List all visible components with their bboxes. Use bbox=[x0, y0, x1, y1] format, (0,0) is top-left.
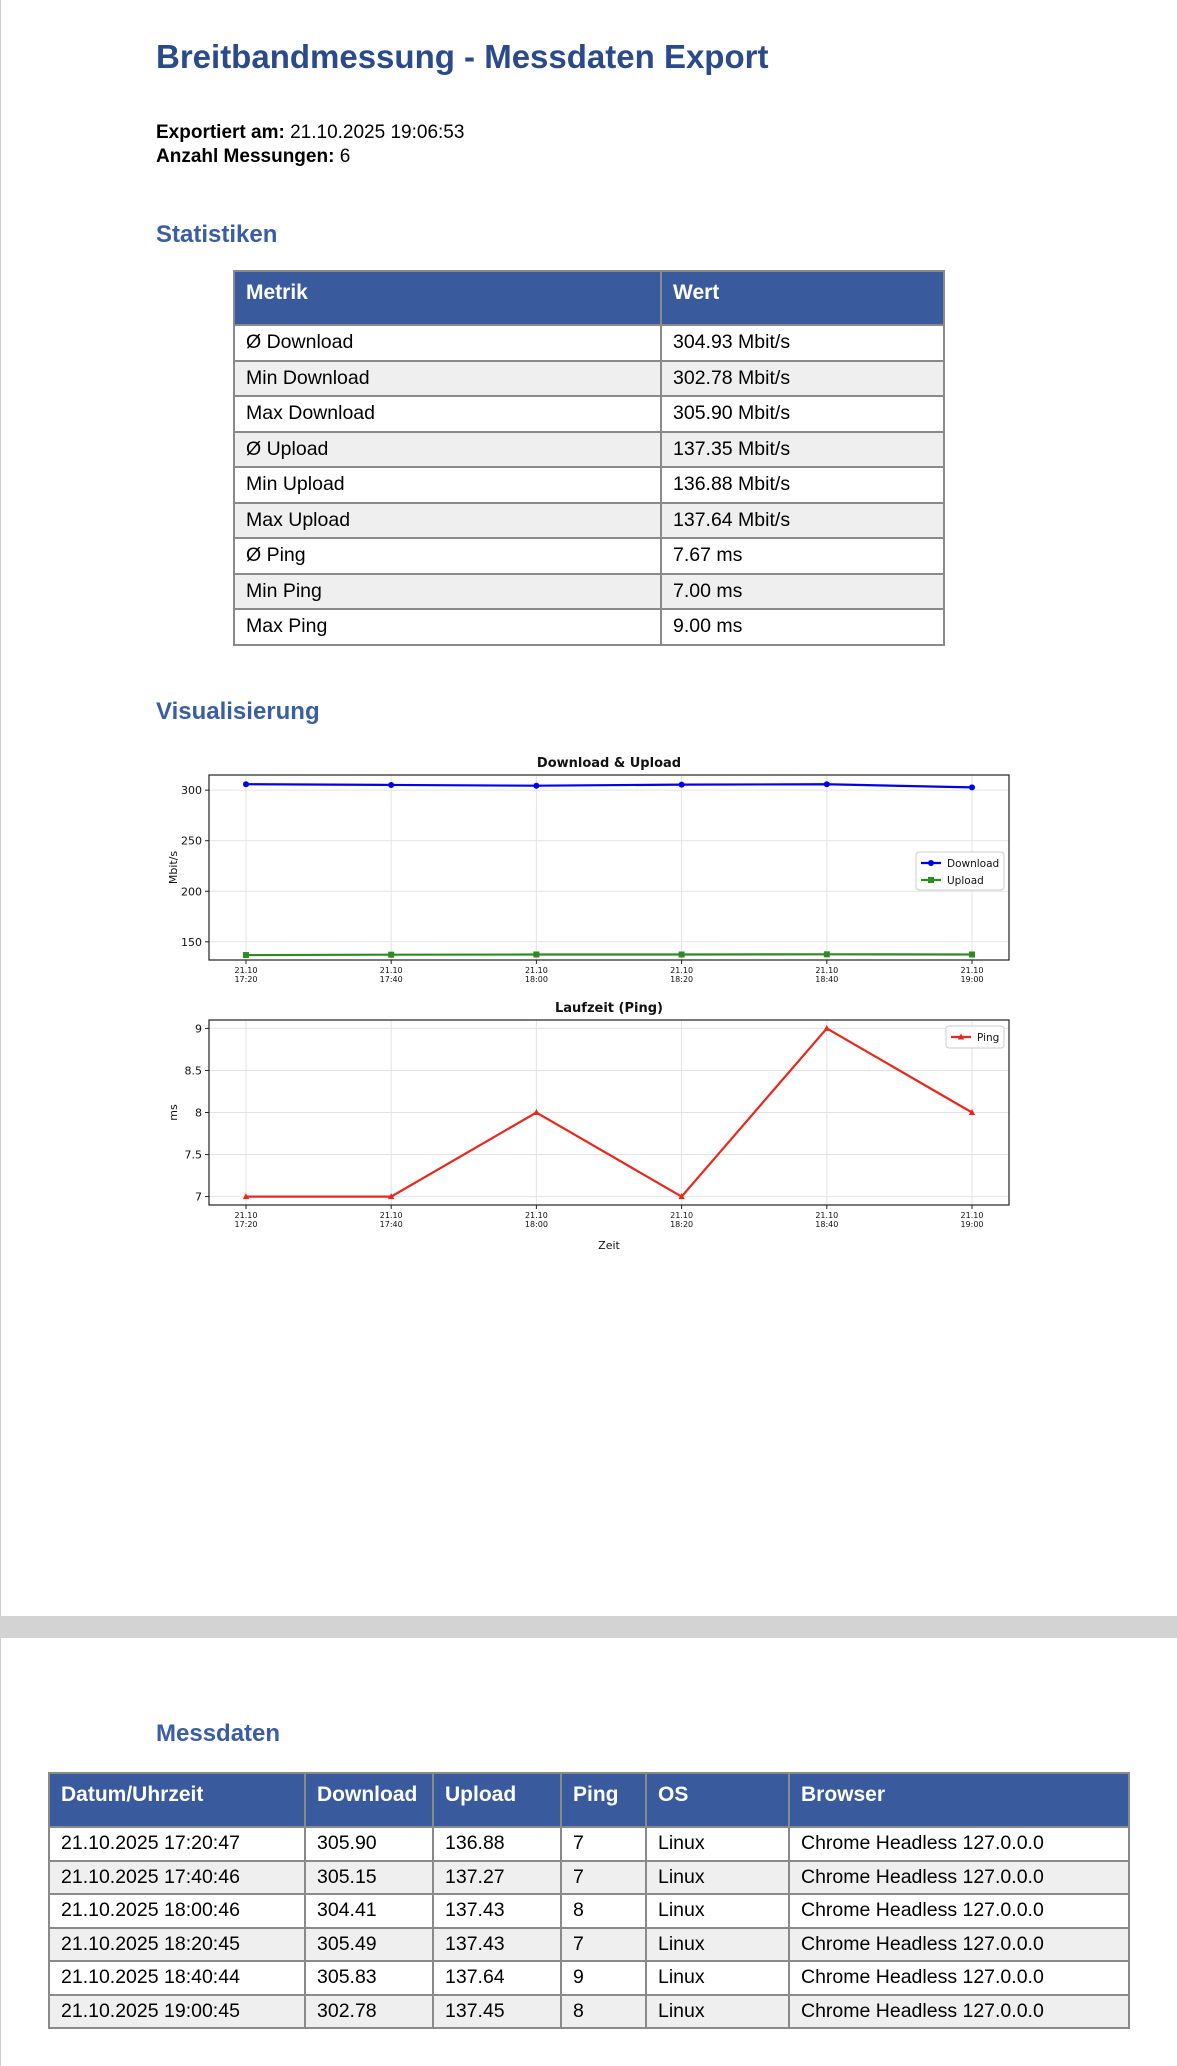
x-tick-label: 21.10 17:20 bbox=[234, 1211, 258, 1229]
table-cell: 304.41 bbox=[305, 1894, 433, 1928]
table-cell: 305.49 bbox=[305, 1928, 433, 1962]
column-header: Upload bbox=[433, 1773, 561, 1827]
series-line-upload bbox=[246, 954, 972, 955]
table-cell: Min Upload bbox=[234, 467, 661, 503]
table-cell: 137.64 bbox=[433, 1961, 561, 1995]
y-tick-label: 7.5 bbox=[184, 1148, 202, 1162]
y-tick-label: 250 bbox=[181, 834, 202, 848]
data-point bbox=[533, 952, 539, 958]
table-cell: 137.64 Mbit/s bbox=[661, 503, 944, 539]
y-tick-label: 8 bbox=[195, 1106, 202, 1120]
y-tick-label: 9 bbox=[195, 1022, 202, 1036]
x-tick-label: 21.10 18:00 bbox=[524, 966, 548, 984]
y-tick-label: 8.5 bbox=[184, 1064, 202, 1078]
table-cell: 7.67 ms bbox=[661, 538, 944, 574]
stats-row bbox=[234, 574, 944, 610]
table-cell: 136.88 Mbit/s bbox=[661, 467, 944, 503]
table-cell: 7 bbox=[561, 1928, 646, 1962]
table-cell: 21.10.2025 18:20:45 bbox=[49, 1928, 305, 1962]
column-header: Download bbox=[305, 1773, 433, 1827]
table-cell: Max Ping bbox=[234, 609, 661, 645]
legend-label: Download bbox=[947, 858, 1000, 870]
table-cell: Linux bbox=[646, 1928, 789, 1962]
table-cell: 7 bbox=[561, 1861, 646, 1895]
chart-title: Download & Upload bbox=[536, 756, 682, 771]
x-tick-label: 21.10 18:20 bbox=[670, 966, 694, 984]
table-cell: 21.10.2025 19:00:45 bbox=[49, 1995, 305, 2029]
table-cell: 137.35 Mbit/s bbox=[661, 432, 944, 468]
table-cell: 8 bbox=[561, 1894, 646, 1928]
legend-marker bbox=[928, 860, 934, 866]
y-tick-label: 7 bbox=[195, 1190, 202, 1204]
table-cell: 137.43 bbox=[433, 1928, 561, 1962]
x-tick-label: 21.10 18:20 bbox=[670, 1211, 694, 1229]
y-tick-label: 150 bbox=[181, 935, 202, 949]
measurements-table bbox=[48, 1772, 1130, 2029]
plot-frame bbox=[209, 775, 1009, 960]
export-date-label: Exportiert am: bbox=[156, 122, 285, 143]
table-cell: 305.15 bbox=[305, 1861, 433, 1895]
statistics-table bbox=[233, 270, 945, 646]
table-row bbox=[49, 1995, 1129, 2029]
table-cell: Chrome Headless 127.0.0.0 bbox=[789, 1861, 1129, 1895]
page-2 bbox=[0, 1638, 1178, 2066]
table-cell: 304.93 Mbit/s bbox=[661, 325, 944, 361]
statistics-heading: Statistiken bbox=[156, 221, 278, 248]
table-cell: Chrome Headless 127.0.0.0 bbox=[789, 1827, 1129, 1861]
table-cell: 9 bbox=[561, 1961, 646, 1995]
table-cell: Linux bbox=[646, 1995, 789, 2029]
export-date-value: 21.10.2025 19:06:53 bbox=[290, 122, 465, 143]
x-tick-label: 21.10 18:40 bbox=[815, 1211, 839, 1229]
table-cell: Chrome Headless 127.0.0.0 bbox=[789, 1928, 1129, 1962]
table-cell: 8 bbox=[561, 1995, 646, 2029]
table-row bbox=[49, 1928, 1129, 1962]
data-point bbox=[824, 1025, 830, 1031]
stats-row bbox=[234, 467, 944, 503]
stats-row bbox=[234, 396, 944, 432]
measurement-count bbox=[156, 146, 350, 168]
x-tick-label: 21.10 17:40 bbox=[379, 966, 403, 984]
stats-row bbox=[234, 361, 944, 397]
page-title: Breitbandmessung - Messdaten Export bbox=[156, 38, 769, 75]
measurement-count-value: 6 bbox=[339, 146, 351, 167]
y-tick-label: 300 bbox=[181, 784, 202, 798]
legend-marker bbox=[928, 877, 934, 883]
y-axis-label: Mbit/s bbox=[167, 850, 180, 885]
data-point bbox=[824, 781, 830, 787]
x-tick-label: 21.10 19:00 bbox=[960, 966, 984, 984]
table-row bbox=[49, 1827, 1129, 1861]
table-row bbox=[49, 1894, 1129, 1928]
table-cell: 7.00 ms bbox=[661, 574, 944, 610]
table-cell: Linux bbox=[646, 1827, 789, 1861]
column-header: Datum/Uhrzeit bbox=[49, 1773, 305, 1827]
table-cell: 305.90 bbox=[305, 1827, 433, 1861]
table-cell: 305.90 Mbit/s bbox=[661, 396, 944, 432]
table-cell: Min Ping bbox=[234, 574, 661, 610]
data-point bbox=[388, 952, 394, 958]
x-tick-label: 21.10 17:20 bbox=[234, 966, 258, 984]
table-cell: 21.10.2025 18:00:46 bbox=[49, 1894, 305, 1928]
table-cell: Linux bbox=[646, 1861, 789, 1895]
x-tick-label: 21.10 18:40 bbox=[815, 966, 839, 984]
data-point bbox=[243, 952, 249, 958]
table-cell: Max Download bbox=[234, 396, 661, 432]
table-cell: Max Upload bbox=[234, 503, 661, 539]
table-cell: 137.43 bbox=[433, 1894, 561, 1928]
data-point bbox=[824, 951, 830, 957]
table-cell: 302.78 Mbit/s bbox=[661, 361, 944, 397]
table-cell: 137.27 bbox=[433, 1861, 561, 1895]
visualization-heading: Visualisierung bbox=[156, 698, 320, 725]
table-cell: 21.10.2025 17:40:46 bbox=[49, 1861, 305, 1895]
chart-title: Laufzeit (Ping) bbox=[555, 1001, 663, 1016]
table-cell: Chrome Headless 127.0.0.0 bbox=[789, 1995, 1129, 2029]
data-point bbox=[388, 782, 394, 788]
column-header: Browser bbox=[789, 1773, 1129, 1827]
table-row bbox=[49, 1961, 1129, 1995]
table-cell: Min Download bbox=[234, 361, 661, 397]
table-cell: Linux bbox=[646, 1961, 789, 1995]
y-axis-label: ms bbox=[167, 1104, 180, 1121]
x-axis-label: Zeit bbox=[598, 1239, 620, 1252]
table-cell: 302.78 bbox=[305, 1995, 433, 2029]
export-date bbox=[156, 122, 464, 144]
table-cell: Chrome Headless 127.0.0.0 bbox=[789, 1894, 1129, 1928]
measurement-count-label: Anzahl Messungen: bbox=[156, 146, 335, 167]
legend-label: Upload bbox=[947, 875, 984, 887]
column-header: Metrik bbox=[234, 271, 661, 325]
table-row bbox=[49, 1861, 1129, 1895]
table-cell: 7 bbox=[561, 1827, 646, 1861]
table-cell: 21.10.2025 18:40:44 bbox=[49, 1961, 305, 1995]
data-point bbox=[679, 782, 685, 788]
column-header: OS bbox=[646, 1773, 789, 1827]
data-point bbox=[969, 784, 975, 790]
table-cell: Linux bbox=[646, 1894, 789, 1928]
column-header: Wert bbox=[661, 271, 944, 325]
table-cell: Ø Ping bbox=[234, 538, 661, 574]
stats-row bbox=[234, 503, 944, 539]
table-cell: Chrome Headless 127.0.0.0 bbox=[789, 1961, 1129, 1995]
charts bbox=[161, 748, 1021, 1258]
table-cell: 9.00 ms bbox=[661, 609, 944, 645]
table-cell: 136.88 bbox=[433, 1827, 561, 1861]
x-tick-label: 21.10 17:40 bbox=[379, 1211, 403, 1229]
measurements-heading: Messdaten bbox=[156, 1720, 281, 1747]
legend-label: Ping bbox=[977, 1032, 1000, 1044]
page-separator bbox=[0, 1616, 1178, 1638]
stats-row bbox=[234, 609, 944, 645]
series-line-download bbox=[246, 784, 972, 787]
stats-row bbox=[234, 432, 944, 468]
data-point bbox=[533, 783, 539, 789]
y-tick-label: 200 bbox=[181, 885, 202, 899]
table-cell: Ø Upload bbox=[234, 432, 661, 468]
stats-row bbox=[234, 538, 944, 574]
table-cell: Ø Download bbox=[234, 325, 661, 361]
data-point bbox=[243, 781, 249, 787]
table-cell: 305.83 bbox=[305, 1961, 433, 1995]
x-tick-label: 21.10 19:00 bbox=[960, 1211, 984, 1229]
data-point bbox=[969, 951, 975, 957]
table-cell: 137.45 bbox=[433, 1995, 561, 2029]
table-cell: 21.10.2025 17:20:47 bbox=[49, 1827, 305, 1861]
column-header: Ping bbox=[561, 1773, 646, 1827]
data-point bbox=[679, 952, 685, 958]
x-tick-label: 21.10 18:00 bbox=[524, 1211, 548, 1229]
stats-row bbox=[234, 325, 944, 361]
